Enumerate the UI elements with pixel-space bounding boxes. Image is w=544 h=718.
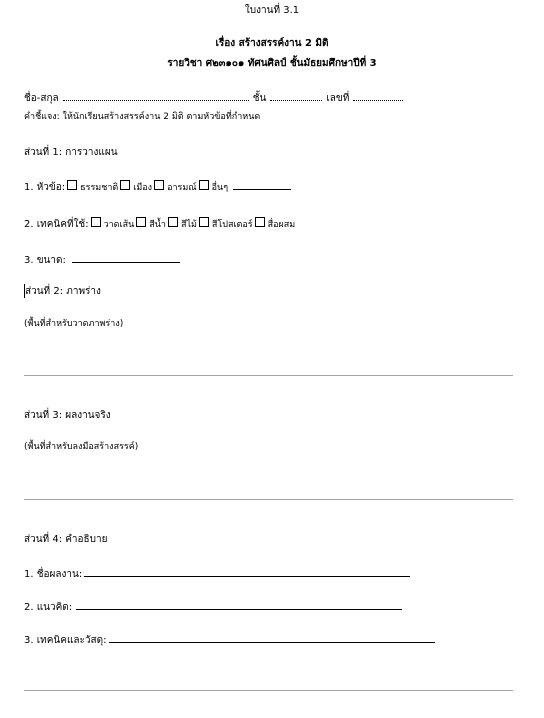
sketch-area-note: (พื้นที่สำหรับวาดภาพร่าง): [24, 319, 124, 329]
topic-other-checkbox[interactable]: [199, 180, 209, 190]
topic-row: [24, 180, 291, 195]
course-line: รายวิชา ศ๒๓๑๐๑ ทัศนศิลป์ ชั้นมัธยมศึกษาปีที่ 3: [167, 58, 377, 69]
work-name-field[interactable]: [84, 567, 410, 577]
work-name-label: 1. ชื่อผลงาน:: [24, 569, 83, 580]
technique-drawing-checkbox[interactable]: [91, 217, 101, 227]
topic-label: 1. หัวข้อ:: [24, 182, 66, 193]
concept-field[interactable]: [76, 600, 402, 610]
technique-coloredpencil-checkbox[interactable]: [168, 217, 178, 227]
size-label: 3. ขนาด:: [24, 255, 66, 266]
number-label: เลขที่: [326, 93, 350, 104]
technique-label: 2. เทคนิคที่ใช้:: [24, 219, 89, 230]
technique-watercolor-checkbox[interactable]: [136, 217, 146, 227]
materials-row: [24, 633, 435, 647]
technique-row: [24, 217, 295, 232]
size-field[interactable]: [72, 253, 180, 263]
sketch-area-divider: [24, 375, 513, 376]
number-field[interactable]: [353, 91, 403, 101]
topic-nature-checkbox[interactable]: [67, 180, 77, 190]
topic-option-nature: ธรรมชาติ: [80, 183, 119, 193]
topic-other-field[interactable]: [233, 180, 291, 190]
technique-option-mixedmedia: สื่อผสม: [267, 220, 296, 230]
class-field[interactable]: [270, 91, 322, 101]
technique-option-drawing: วาดเส้น: [103, 220, 135, 230]
instruction-text: คำชี้แจง: ให้นักเรียนสร้างสรรค์งาน 2 มิติ ตามหัวข้อที่กำหนด: [24, 112, 261, 122]
part1-title: ส่วนที่ 1: การวางแผน: [24, 147, 118, 158]
concept-row: [24, 600, 402, 614]
topic-option-emotion: อารมณ์: [167, 183, 197, 193]
part3-title: ส่วนที่ 3: ผลงานจริง: [24, 410, 111, 421]
technique-mixedmedia-checkbox[interactable]: [255, 217, 265, 227]
worksheet-number: ใบงานที่ 3.1: [244, 5, 300, 16]
materials-field[interactable]: [109, 633, 435, 643]
materials-label: 3. เทคนิคและวัสดุ:: [24, 635, 107, 646]
artwork-area-divider: [24, 499, 513, 500]
name-label: ชื่อ-สกุล: [24, 93, 59, 104]
technique-option-coloredpencil: สีไม้: [180, 220, 197, 230]
artwork-area-note: (พื้นที่สำหรับลงมือสร้างสรรค์): [24, 442, 139, 452]
technique-option-watercolor: สีน้ำ: [149, 220, 166, 230]
concept-label: 2. แนวคิด:: [24, 602, 73, 613]
work-name-row: [24, 567, 410, 581]
part2-title: ส่วนที่ 2: ภาพร่าง: [25, 286, 101, 297]
technique-option-poster: สีโปสเตอร์: [211, 220, 253, 230]
name-field[interactable]: [63, 91, 249, 101]
topic-city-checkbox[interactable]: [120, 180, 130, 190]
class-label: ชั้น: [252, 93, 267, 104]
topic-option-other: อื่นๆ: [211, 183, 229, 193]
worksheet-topic: เรื่อง สร้างสรรค์งาน 2 มิติ: [215, 38, 329, 49]
description-divider: [24, 690, 513, 691]
part4-title: ส่วนที่ 4: คำอธิบาย: [24, 534, 108, 545]
technique-poster-checkbox[interactable]: [199, 217, 209, 227]
size-row: [24, 253, 180, 267]
topic-option-city: เมือง: [133, 183, 153, 193]
student-info-row: [24, 91, 403, 105]
topic-emotion-checkbox[interactable]: [154, 180, 164, 190]
